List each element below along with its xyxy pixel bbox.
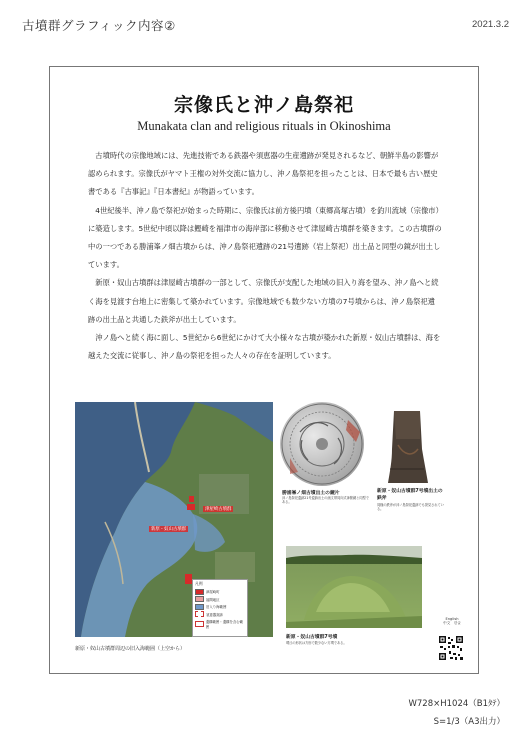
map-label-shinbaru-nuyama: 新原・奴山古墳群 xyxy=(151,527,187,532)
paragraph-2: 4世紀後半、沖ノ島で祭祀が始まった時期に、宗像氏は前方後円墳（東郷高塚古墳）を釣川流域（宗像市）に築造します。5世紀中頃以降は鰹崎を福津市の海岸部に移動させて津屋崎古墳群を築きます。この古墳群の中の一つである勝浦峯ノ畑古墳からは、沖ノ島祭祀遺跡の21号遺跡（岩上祭祀）出土品と同型の鏡が出土しています。 xyxy=(88,205,442,270)
paragraph-3: 新原・奴山古墳群は津屋崎古墳群の一部として、宗像氏が支配した地域の旧入り海を望み、沖ノ島へと続く海を見渡す台地上に密集して築かれています。宗像地域でも数少ない方墳の7号墳からは、沖ノ島祭祀遺跡の出土品と共通した鉄斧が出土しています。 xyxy=(88,278,439,324)
mirror-caption: 勝浦峯ノ畑古墳出土の鏡片 xyxy=(282,491,340,496)
legend-item xyxy=(195,604,245,610)
document-header-title: 古墳群グラフィック内容② xyxy=(22,18,176,33)
legend-label: 旧入り海範囲 xyxy=(206,605,227,610)
mirror-note: 沖ノ島祭祀遺跡21号遺跡出土の画文帯同向式神獣鏡と同型である。 xyxy=(282,496,369,505)
legend-item xyxy=(195,619,245,629)
map-caption: 新原・奴山古墳群周辺の旧入海範囲（上空から） xyxy=(75,646,186,652)
tumulus-7-photo xyxy=(286,546,422,628)
language-options xyxy=(437,617,467,626)
tumulus-note: 墳丘の形状は方形で数少ない方墳である。 xyxy=(286,641,347,645)
legend-item xyxy=(195,611,245,617)
iron-axe-note: 同様の鉄斧が沖ノ島祭祀遺跡でも発見されている。 xyxy=(377,503,444,512)
paragraph-1: 古墳時代の宗像地域には、先進技術である鉄器や須恵器の生産遺跡が発見されるなど、朝鮮半島の影響が認められます。宗像氏がヤマト王権の対外交流に協力し、沖ノ島祭祀を担ったことは、日本で最も古い歴史書である『古事記』『日本書紀』が物語っています。 xyxy=(88,151,439,197)
mirror-pattern xyxy=(280,402,364,486)
bronze-mirror-image xyxy=(280,402,364,486)
legend-swatch-blue xyxy=(195,604,204,610)
exhibit-panel xyxy=(49,66,479,674)
iron-axe-image xyxy=(384,409,430,485)
legend-item xyxy=(195,596,245,602)
qr-code-icon[interactable] xyxy=(438,635,464,661)
legend-swatch-dashed xyxy=(195,611,204,617)
legend-label: 福間地区 xyxy=(206,597,220,602)
document-date: 2021.3.2 xyxy=(472,19,509,30)
tumulus-graphic xyxy=(286,546,422,628)
map-legend xyxy=(192,579,248,637)
legend-title: 凡例 xyxy=(195,581,203,586)
legend-label: 須恵器窯跡 xyxy=(206,612,223,617)
panel-title-japanese: 宗像氏と沖ノ島祭祀 xyxy=(173,94,354,116)
iron-axe-caption: 新原・奴山古墳群7号墳出土の鉄斧 xyxy=(377,489,443,501)
tumulus-caption: 新原・奴山古墳群7号墳 xyxy=(286,635,338,640)
print-size: W728×H1024（B1ﾀﾃ） xyxy=(408,699,505,709)
legend-label: 津屋崎町 xyxy=(206,590,220,595)
language-chinese-korean: 中文 한글 xyxy=(443,621,461,626)
panel-body-text xyxy=(88,147,442,365)
legend-swatch-red xyxy=(195,589,204,595)
legend-label: 遺構範囲・遺構を含む範囲 xyxy=(205,619,244,629)
legend-item xyxy=(195,589,245,595)
language-english: English xyxy=(445,617,459,621)
paragraph-4: 沖ノ島へと続く海に面し、5世紀から6世紀にかけて大小様々な古墳が築かれた新原・奴山古墳群は、海を越えた交流に従事し、沖ノ島の祭祀を担った人々の存在を証明しています。 xyxy=(88,333,441,361)
legend-swatch-outline xyxy=(195,621,204,627)
map-label-tsuyazaki: 津屋崎古墳群 xyxy=(205,507,232,512)
panel-title-english: Munakata clan and religious rituals in Okinoshima xyxy=(137,119,391,133)
legend-swatch-pink xyxy=(195,596,204,602)
print-scale: S=1/3（A3出力） xyxy=(433,717,505,727)
